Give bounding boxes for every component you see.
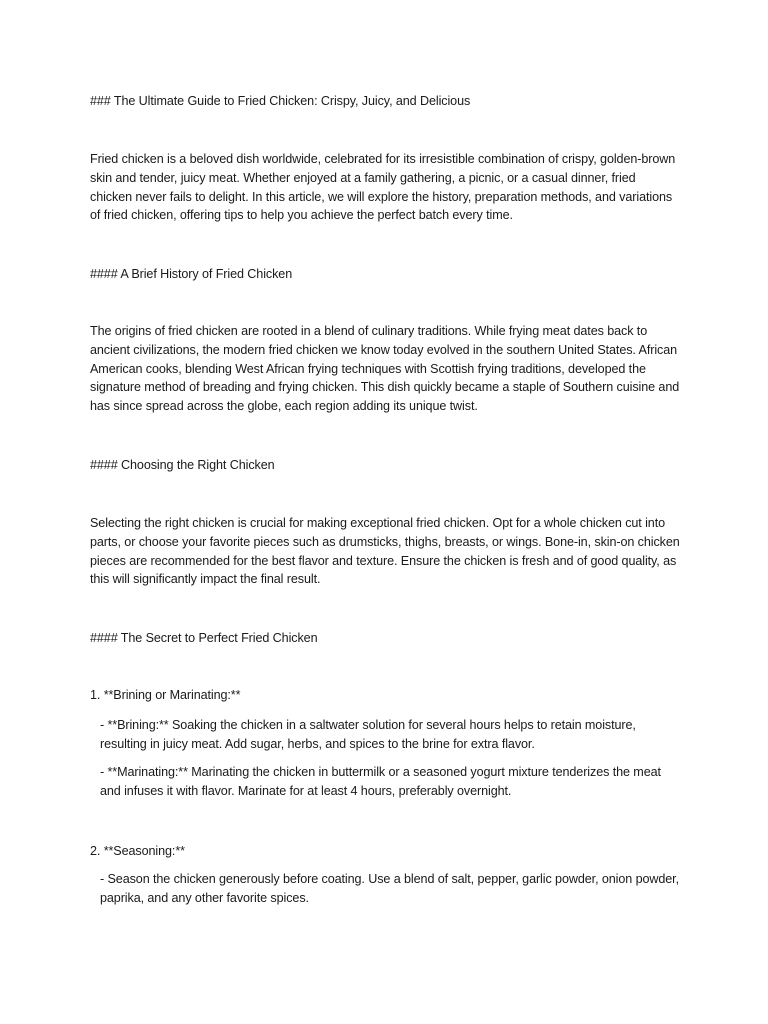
step1-brining: - **Brining:** Soaking the chicken in a saltwater solution for several hours helps to retain moisture, resulting in juicy meat. Add sugar, herbs, and spices to the brine for extra flavor. (100, 718, 636, 751)
step2-heading: 2. **Seasoning:** (90, 844, 185, 858)
history-heading: #### A Brief History of Fried Chicken (90, 267, 293, 281)
choosing-heading: #### Choosing the Right Chicken (90, 458, 275, 472)
document-title: ### The Ultimate Guide to Fried Chicken: Crispy, Juicy, and Delicious (90, 94, 471, 108)
history-paragraph: The origins of fried chicken are rooted in a blend of culinary traditions. While frying meat dates back to ancient civilizations, the modern fried chicken we know today evolved in the southern United States. African American cooks, blending West African frying techniques with Scottish frying traditions, developed the signature method of breading and frying chicken. This dish quickly became a staple of Southern cuisine and has since spread across the globe, each region adding its unique twist. (90, 324, 680, 414)
choosing-paragraph: Selecting the right chicken is crucial for making exceptional fried chicken. Opt for a whole chicken cut into parts, or choose your favorite pieces such as drumsticks, thighs, breasts, or wings. Bone-in, skin-on chicken pieces are recommended for the best flavor and texture. Ensure the chicken is fresh and of good quality, as this will significantly impact the final result. (90, 516, 680, 587)
step1-marinating: - **Marinating:** Marinating the chicken in buttermilk or a seasoned yogurt mixture tenderizes the meat and infuses it with flavor. Marinate for at least 4 hours, preferably overnight. (100, 765, 661, 798)
step2-text: - Season the chicken generously before coating. Use a blend of salt, pepper, garlic powder, onion powder, paprika, and any other favorite spices. (100, 872, 679, 905)
step1-heading: 1. **Brining or Marinating:** (90, 688, 241, 702)
intro-paragraph: Fried chicken is a beloved dish worldwide, celebrated for its irresistible combination of crispy, golden-brown skin and tender, juicy meat. Whether enjoyed at a family gathering, a picnic, or a casual dinner, fried chicken never fails to delight. In this article, we will explore the history, preparation methods, and variations of fried chicken, offering tips to help you achieve the perfect batch every time. (90, 152, 676, 223)
secret-heading: #### The Secret to Perfect Fried Chicken (90, 631, 318, 645)
